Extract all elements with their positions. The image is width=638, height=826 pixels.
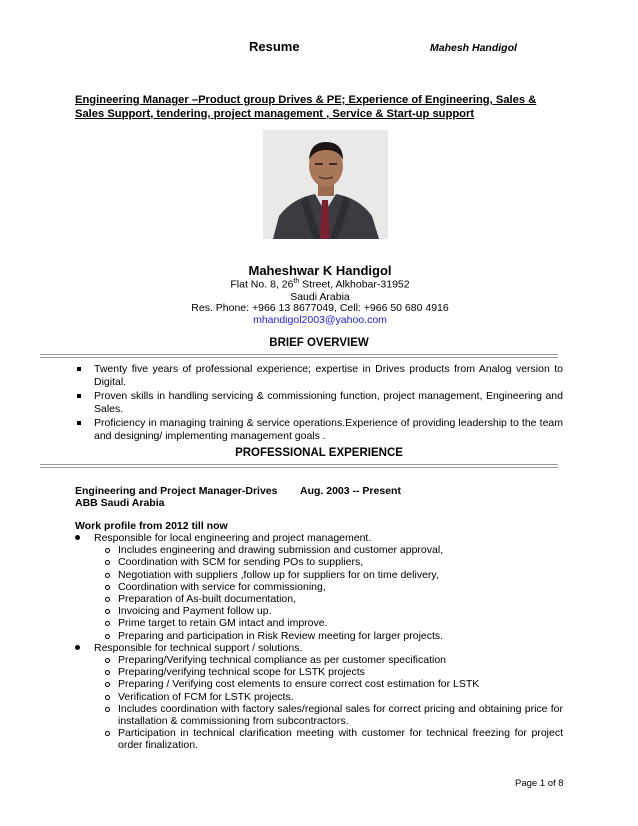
- address-prefix: Flat No. 8, 26: [230, 278, 294, 291]
- brief-overview-title: BRIEF OVERVIEW: [269, 337, 369, 349]
- sub-duty-item: [105, 703, 563, 727]
- circle-bullet-icon: [105, 658, 110, 663]
- sub-duty-item: [105, 569, 563, 581]
- circle-bullet-icon: [105, 597, 110, 602]
- sub-duty-text: Negotiation with suppliers ,follow up for suppliers for on time delivery,: [118, 568, 439, 581]
- sub-duty-text: Includes engineering and drawing submission and customer approval,: [118, 544, 444, 557]
- sub-duty-item: [105, 544, 563, 556]
- job-company: ABB Saudi Arabia: [75, 497, 165, 509]
- duties-list: [75, 532, 563, 752]
- sub-duty-item: [105, 630, 563, 642]
- sub-duty-item: [105, 727, 563, 751]
- sub-duty-item: [105, 556, 563, 568]
- list-item-text: Proficiency in managing training & service operations.Experience of providing leadership to the team and designing/ implementing management goals .: [94, 417, 563, 442]
- sub-duty-text: Verification of FCM for LSTK projects.: [118, 690, 294, 703]
- job-title: Engineering and Project Manager-Drives: [75, 485, 278, 497]
- circle-bullet-icon: [105, 634, 110, 639]
- circle-bullet-icon: [105, 560, 110, 565]
- sub-duty-text: Preparing and participation in Risk Review meeting for larger projects.: [118, 629, 444, 642]
- sub-duty-text: Coordination with SCM for sending POs to suppliers,: [118, 556, 364, 569]
- country: Saudi Arabia: [290, 291, 350, 303]
- headline: Engineering Manager –Product group Drives & PE; Experience of Engineering, Sales & Sales Support, tendering, project management , Service & Start-up support: [75, 94, 537, 120]
- sub-duty-text: Includes coordination with factory sales/regional sales for correct pricing and obtaining price for installation & commissioning from subcontractors.: [118, 702, 563, 728]
- circle-bullet-icon: [105, 682, 110, 687]
- sub-duty-text: Preparing / Verifying cost elements to ensure correct cost estimation for LSTK: [118, 678, 480, 691]
- bullet-icon: [75, 535, 80, 540]
- duty-text: Responsible for technical support / solutions.: [94, 641, 303, 654]
- duty-item: [75, 532, 563, 544]
- circle-bullet-icon: [105, 548, 110, 553]
- header-author: Mahesh Handigol: [430, 42, 517, 54]
- section-divider: [40, 464, 558, 468]
- sub-duty-text: Preparing/verifying technical scope for LSTK projects: [118, 666, 365, 679]
- work-profile-heading: Work profile from 2012 till now: [75, 520, 228, 532]
- square-bullet-icon: [77, 421, 81, 425]
- duty-item: [75, 642, 563, 654]
- circle-bullet-icon: [105, 731, 110, 736]
- address-line: [120, 278, 520, 291]
- sub-duty-item: [105, 593, 563, 605]
- sub-duty-item: [105, 666, 563, 678]
- address-sup: th: [293, 278, 300, 285]
- circle-bullet-icon: [105, 670, 110, 675]
- circle-bullet-icon: [105, 707, 110, 712]
- sub-duty-text: Coordination with service for commissioning,: [118, 580, 326, 593]
- email-link[interactable]: mhandigol2003@yahoo.com: [253, 314, 387, 326]
- duty-text: Responsible for local engineering and project management.: [94, 532, 372, 544]
- sub-duty-list: [75, 544, 563, 642]
- circle-bullet-icon: [105, 695, 110, 700]
- circle-bullet-icon: [105, 621, 110, 626]
- list-item-text: Proven skills in handling servicing & commissioning function, project management, Engineering and Sales.: [94, 390, 563, 415]
- full-name: Maheshwar K Handigol: [248, 263, 392, 278]
- section-divider: [40, 354, 558, 358]
- sub-duty-text: Participation in technical clarification meeting with customer for technical freezing for project order finalization.: [118, 727, 563, 752]
- address-suffix: Street, Alkhobar-31952: [299, 278, 410, 291]
- sub-duty-item: [105, 617, 563, 629]
- list-item: [75, 390, 563, 415]
- job-dates: Aug. 2003 -- Present: [300, 485, 401, 497]
- sub-duty-list: [75, 654, 563, 752]
- circle-bullet-icon: [105, 573, 110, 578]
- sub-duty-item: [105, 691, 563, 703]
- square-bullet-icon: [77, 367, 81, 371]
- brief-overview-list: [75, 363, 563, 445]
- list-item: [75, 363, 563, 388]
- list-item-text: Twenty five years of professional experience; expertise in Drives products from Analog version to Digital.: [94, 363, 563, 388]
- sub-duty-item: [105, 654, 563, 666]
- sub-duty-text: Invoicing and Payment follow up.: [118, 605, 272, 618]
- sub-duty-text: Preparation of As-built documentation,: [118, 593, 297, 606]
- square-bullet-icon: [77, 394, 81, 398]
- sub-duty-item: [105, 581, 563, 593]
- bullet-icon: [75, 645, 80, 650]
- circle-bullet-icon: [105, 585, 110, 590]
- circle-bullet-icon: [105, 609, 110, 614]
- header-title: Resume: [249, 39, 300, 54]
- sub-duty-text: Prime target to retain GM intact and improve.: [118, 617, 328, 630]
- phone-numbers: Res. Phone: +966 13 8677049, Cell: +966 50 680 4916: [191, 302, 449, 314]
- sub-duty-item: [105, 678, 563, 690]
- list-item: [75, 417, 563, 442]
- professional-experience-title: PROFESSIONAL EXPERIENCE: [235, 447, 403, 459]
- profile-photo: [263, 130, 388, 239]
- sub-duty-text: Preparing/Verifying technical compliance as per customer specification: [118, 654, 446, 667]
- page-number: Page 1 of 8: [515, 778, 564, 789]
- sub-duty-item: [105, 605, 563, 617]
